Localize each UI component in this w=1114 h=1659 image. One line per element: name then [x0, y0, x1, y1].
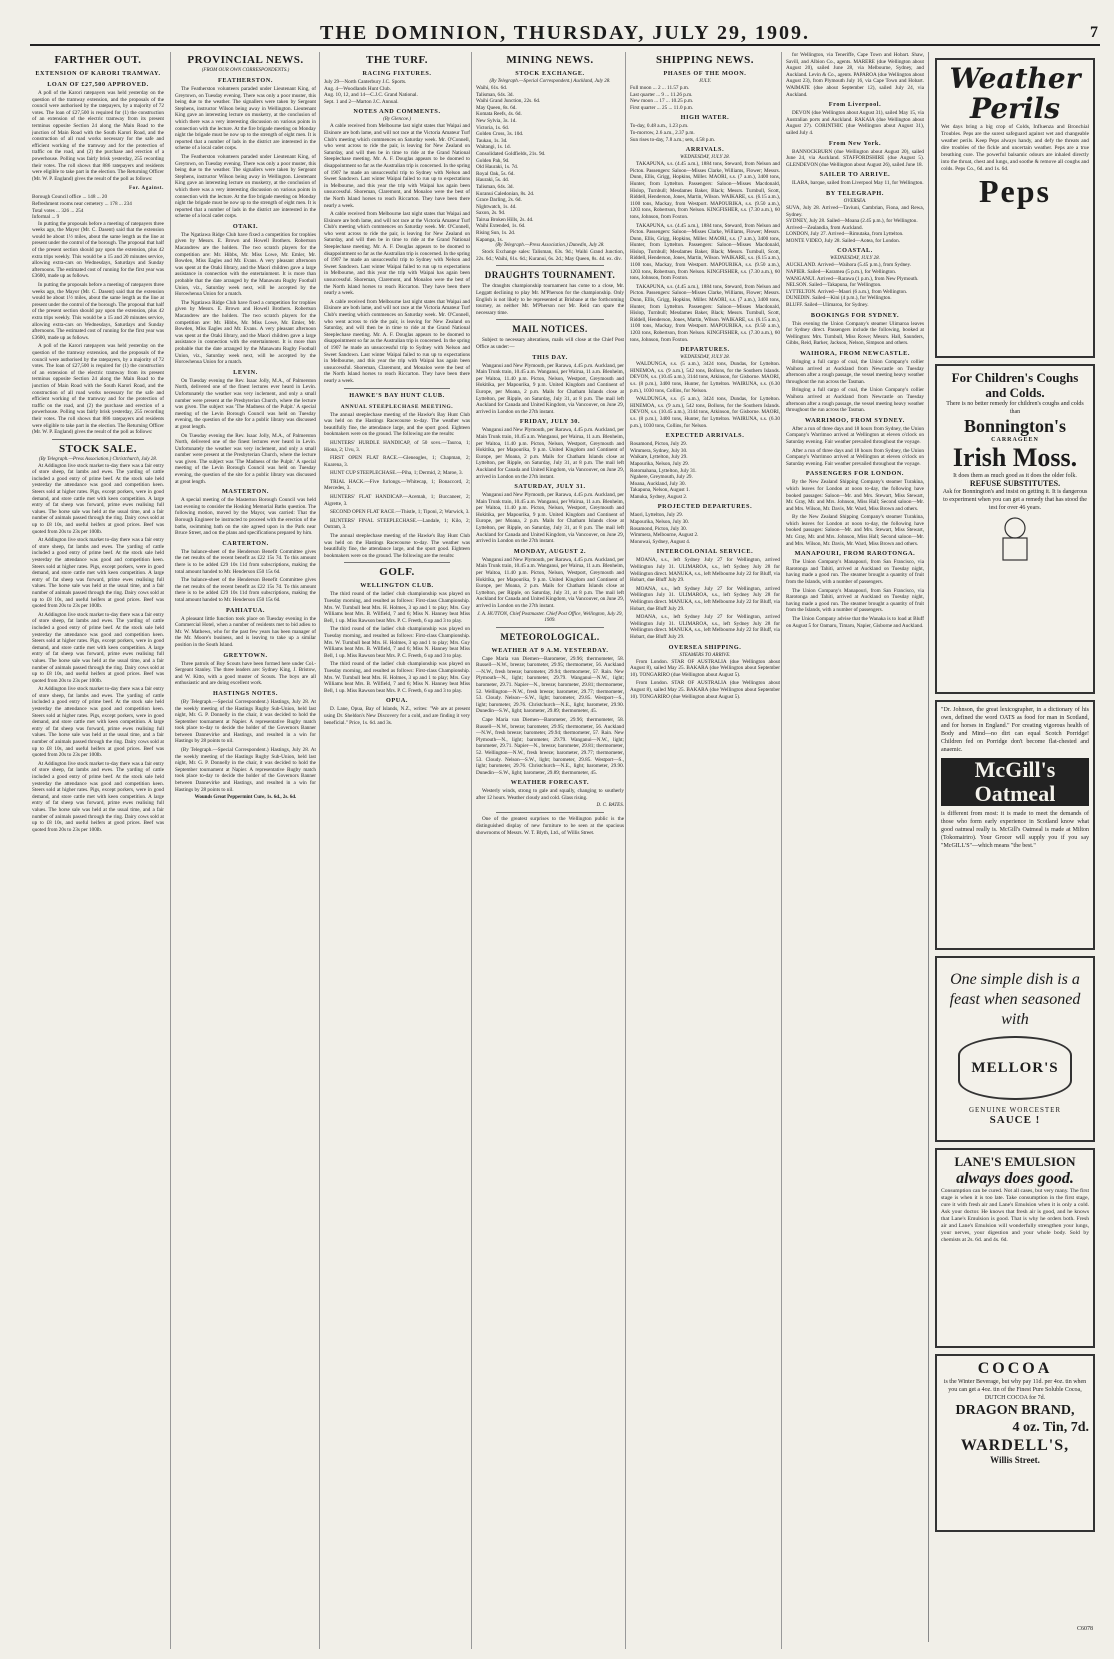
price-line: Saxon, 2s. 9d. — [476, 210, 506, 217]
article-body: The third round of the ladies' club championship was played on Tuesday morning, and resulted as follows: First-class Championship. Mrs. W. Turnbull beat Mrs. H. Holmes, 3 up and 1 to play; Mrs. Guy Williams beat Mrs. B. Wilfield, 7 and 6; Miss N. Hanney beat Miss Bell, 1 up. Miss Rawson beat Mrs. P. C. Freeth, 6 up and 3 to play. — [324, 626, 470, 659]
projected-line: Wimmera, Melbourne, August 2. — [630, 532, 699, 539]
section-title: BY TELEGRAPH. — [826, 189, 884, 197]
projected-line: Mapourika, Nelson, July 30. — [630, 519, 690, 526]
divider — [344, 388, 450, 389]
bon-text3: Ask for Bonnington's and insist on getting it. It is dangerous to experiment when you can get a remedy that has stood the test for over 46 years. — [942, 489, 1088, 511]
divider — [344, 562, 450, 563]
mcgills-oatmeal-advert — [935, 700, 1095, 950]
mail-day: THIS DAY. — [532, 353, 568, 361]
article-body: On Tuesday evening the Rev. Isaac Jolly, M.A., of Palmerston North, delivered one of the finest lectures ever heard in Levin. Unfortunately the weather was very inclement, and only a small number were present at the Presbyterian Church, where the lecture was given. The subject was 'The Madness of the Pulpit.' A special meeting of the Levin Borough Council was held on Tuesday evening, the question of the site for a public library was discussed at great length. — [175, 432, 316, 485]
article-body: A cable received from Melbourne last night states that Waipai and Elsinore are both lame, and will not race at the Victoria Amateur Turf Club's meeting which commences on Saturday week. Mr. O'Connell, who went across to ride the pair, is leaving for New Zealand on Saturday, and will then be in time to ride at the Grand National Steeplechase meeting. Mr. A. F. Douglas appears to be doomed to disappointment so far as the Australian trip is concerned. In the spring of 1907 he made an unsuccessful trip to Sydney with Nelson and Sweet Sandown. Last winter Waipai failed to run up to expectations in Melbourne, and this year the trip with Waipai has again been unsuccessful. Shoreman, Claremont, and Monaloo were the best of the North Island horses to reach Riccarton. They have been there nearly a week. — [324, 211, 470, 297]
section-title: PASSENGERS FOR LONDON. — [805, 470, 905, 478]
race-result: TRIAL HACK.—Five furlongs.—Whitecap, 1; Bonaccord, 2; Mercedes, 3. — [324, 478, 470, 492]
coastal-line: WANGANUI. Arrived—Rarawa (1 p.m.), from New Plymouth. — [786, 275, 919, 282]
section-subtitle: JULY. — [698, 79, 712, 84]
section-title: WEATHER AT 9 A.M. YESTERDAY. — [491, 646, 609, 654]
section-title: COASTAL. — [837, 247, 873, 255]
bonningtons-advert — [935, 364, 1095, 694]
section-title: From New York. — [828, 139, 882, 147]
article-body: MOANA, s.s., left Sydney July 27 for Wellington, arrived Wellington July 31. ULIMAROA, s.s., left Sydney July 28 for Wellington direct. MANUKA, s.s., left Melbourne July 22 for Bluff, via Hobart, due Bluff July 29. — [630, 614, 780, 640]
mail-day: MONDAY, AUGUST 2. — [513, 547, 587, 555]
subheading-loan: LOAN OF £27,500 APPROVED. — [47, 81, 149, 88]
oat-brand: McGill's Oatmeal — [941, 758, 1089, 806]
article-body: At Addington live stock market to-day there was a fair entry of store sheep, fat lambs and ewes. The yarding of cattle included a good entry of prime beef. At the stock sale held yesterday the attendance was good and competition keen. Steers sold at higher rates. Pigs, except porkers, were in good demand, and store cattle met with keen competition. A large entry of fat sheep was forward, prime ewes realising full values. The horse sale was held at the usual time, and a fair number of animals passed through the ring. Dairy cows sold at up to £8 10s, and useful heifers at good prices. Beef was quoted from 20s to 23s per 100lb. — [32, 537, 164, 610]
article-body: By the New Zealand Shipping Company's steamer Turakina, which leaves for London at noon to-day, the following have booked passages: Saloon—Mr. and Mrs. Stewart, Miss Stewart, Mr. Gray, Mr. and Mrs. Johnson, Miss Hall; Second saloon—Mr. and Mrs. Wilson, Mr. Davis, Mr. Ward, Miss Brown and others. — [786, 479, 924, 512]
lane-heading: LANE'S EMULSION — [954, 1154, 1076, 1169]
article-body: The third round of the ladies' club championship was played on Tuesday morning, and resulted as follows: First-class Championship. Mrs. W. Turnbull beat Mrs. H. Holmes, 3 up and 1 to play; Mrs. Guy Williams beat Mrs. B. Wilfield, 7 and 6; Miss N. Hanney beat Miss Bell, 1 up. Miss Rawson beat Mrs. P. C. Freeth, 6 up and 3 to play. — [324, 591, 470, 624]
article-body: The Union Company advise that the Wanaka is to load at Bluff on August 5 for Oamaru, Timaru, Napier, Gisborne and Auckland. — [786, 616, 924, 629]
cocoa-seller-street: Willis Street. — [990, 1455, 1040, 1465]
headline-stock-sale: STOCK SALE. — [58, 442, 138, 455]
tide-line: To-morrow, 2.6 a.m., 2.37 p.m. — [630, 129, 695, 136]
article-body: A cable received from Melbourne last night states that Waipai and Elsinore are both lame, and will not race at the Victoria Amateur Turf Club's meeting which commences on Saturday week. Mr. O'Connell, who went across to ride the pair, is leaving for New Zealand on Saturday, and will then be in time to ride at the Grand National Steeplechase meeting. Mr. A. F. Douglas appears to be doomed to disappointment so far as the Australian trip is concerned. In the spring of 1907 he made an unsuccessful trip to Sydney with Nelson and Sweet Sandown. Last winter Waipai failed to run up to expectations in Melbourne, and this year the trip with Waipai has again been unsuccessful. Shoreman, Claremont, and Monaloo were the best of the North Island horses to reach Riccarton. They have been there nearly a week. — [324, 123, 470, 209]
article-body: The Ngatiawa Ridge Club have fixed a competition for trophies given by Messrs. E. Brown and Howell Brothers. Robertson Macandrew are the holders. The two scratch players for the competition are: Mr. Hibbs, Mr. Miss Lowe, Mr. Emler, Mr. Bowden, Miss Eagles and Mr. Evans. A very pleasant afternoon was spent at the Otaki library, and the Maori children gave a large assistance in connection with the entertainment. It is more than probable that the date arranged by the Manawatu Rugby Football Union, viz., Saturday week next, will be accepted by the Horowhenua Union for a match. — [175, 299, 316, 366]
cocoa-text: is the Winter Beverage, but why pay 11d. per 4oz. tin when you can get a 4oz. tin of the Finest Pure Soluble Cocoa, DUTCH COCOA for 7d. — [943, 1379, 1087, 1401]
oat-text: "Dr. Johnson, the great lexicographer, in a dictionary of his own, defined the word OATS as food for man in Scotland, and for horses in England." For creating vigorous health of Body and Mind—no dirt can equal Scotch Porridge! Children fed on Porridge don't become flat-chested and anaemic. — [941, 707, 1089, 753]
dateline: (By Telegraph.—Press Association.) Dunedin, July 28. — [495, 243, 605, 249]
price-line: May Queen, 8s. 6d. — [476, 104, 517, 111]
coastal-line: AUCKLAND. Arrived—Waihora (5.45 p.m.), from Sydney. — [786, 262, 912, 269]
section-title: PAHIATUA. — [225, 606, 266, 614]
article-body: At Addington live stock market to-day there was a fair entry of store sheep, fat lambs and ewes. The yarding of cattle included a good entry of prime beef. At the stock sale held yesterday the attendance was good and competition keen. Steers sold at higher rates. Pigs, except porkers, were in good demand, and store cattle met with keen competition. A large entry of fat sheep was forward, prime ewes realising full values. The horse sale was held at the usual time, and a fair number of animals passed through the ring. Dairy cows sold at up to £8 10s, and useful heifers at good prices. Beef was quoted from 20s to 23s per 100lb. — [32, 462, 164, 535]
divider — [496, 319, 604, 320]
price-line: Golden Pah, 9d. — [476, 157, 510, 164]
section-title: HASTINGS NOTES. — [212, 689, 279, 697]
race-result: HUNTERS' FLAT HANDICAP.—Acemah, 1; Buccaneer, 2; Aigrette, 3. — [324, 494, 470, 507]
coastal-line: DUNEDIN. Sailed—Kini (4 p.m.), for Wellington. — [786, 295, 892, 302]
section-title: BOOKINGS FOR SYDNEY. — [810, 311, 900, 319]
subheading-extension: EXTENSION OF KARORI TRAMWAY. — [35, 70, 161, 77]
article-body: D. Lane, Opua, Bay of Islands, N.Z., writes: "We are at present using Dr. Sheldon's New Discovery for a cold, and are finding it very beneficial." Price, 1s. 6d. and 3s. — [324, 706, 470, 726]
price-line: New Sylvia, 3s. 1d. — [476, 117, 517, 124]
advert-line: Wounds Great Peppermint Cure, 1s. 6d., 2s. 6d. — [194, 795, 297, 801]
sauce-text: One simple dish is a feast when seasoned with — [949, 971, 1081, 1028]
expected-line: Mapourika, Nelson, July 29. — [630, 460, 690, 467]
catalogue-mark: C6078 — [1076, 1626, 1093, 1632]
mail-day: SATURDAY, JULY 31. — [514, 483, 586, 491]
expected-line: Wimmera, Sydney, July 30. — [630, 447, 688, 454]
moon-line: Last quarter ... 9 ... 11.26 p.m. — [630, 91, 693, 98]
page-number: 7 — [1090, 24, 1098, 41]
article-body: Bringing a full cargo of coal, the Union Company's collier Waihora arrived at Auckland from Newcastle on Tuesday afternoon after a rough passage, the vessel meeting heavy weather throughout the run across the Tasman. — [786, 359, 924, 385]
section-title: DEPARTURES. — [680, 346, 730, 354]
bon-brand-sub: CARRAGEEN — [991, 437, 1039, 443]
poll-row: Refreshment rooms near cemetery ... 178 ... 234 — [32, 200, 132, 207]
article-body: MOANA, s.s., left Sydney July 27 for Wellington, arrived Wellington July 31. ULIMAROA, s.s., left Sydney July 28 for Wellington direct. MANUKA, s.s., left Melbourne July 22 for Bluff, via Hobart, due Bluff July 29. — [630, 557, 780, 584]
section-title: CARTERTON. — [222, 539, 269, 547]
article-body: Wanganui and New Plymouth, per Rarawa, 4.45 p.m. Auckland, per Main Trunk train, 10.45 a.m. Wanganui, per Wairua, 11 a.m. Blenheim, per Waitoa, 11.40 p.m. Picton, Nelson, Westport, Greymouth and Hokitika, per Mapourika, 9 p.m. United Kingdom and Continent of Europe, per Moana, 2 p.m. Mails for Chatham Islands close at Lyttelton, per Ripple, on Saturday, July 31, at 8 p.m. The mail left Auckland for Canada and United Kingdom, via Vancouver, on June 29, arrived in London on the 27th instant. — [476, 556, 624, 609]
section-subtitle: STEAMERS TO ARRIVE. — [679, 652, 731, 658]
poll-table-head: For. Against. — [129, 186, 164, 192]
article-body: DEVON (due Wellington about August 31), sailed May 15, via Australian ports and Auckland. RAKAIA (due Wellington about August 27). CORINTHIC (due Wellington about August 31), sailed July 4. — [786, 110, 924, 136]
section-title: OVERSEA SHIPPING. — [668, 643, 742, 651]
section-subtitle: OVERSEA. — [843, 198, 867, 204]
headline-the-turf: THE TURF. — [366, 54, 428, 66]
divider — [496, 265, 604, 266]
peps-body: Wet days bring a big crop of Colds, Influenza and Bronchial Troubles. Peps are the surest safeguard against wet and changeable weather perils. Keep Peps always handy, and defy the threats and dire troubles of the fickle and uncertain weather. Peps are a true breathing cure. The powerful balsamic odours are inhaled directly into the throat, chest and lungs, and soothe & remove all coughs and colds. Peps Co., 6d. and 1s. 6d. — [941, 124, 1089, 172]
divider — [496, 812, 604, 813]
section-title: LEVIN. — [233, 368, 258, 376]
byline: (By Glencoe.) — [383, 117, 411, 123]
section-subtitle: ANNUAL STEEPLECHASE MEETING. — [340, 403, 454, 410]
price-line: Waitangi, 1s. 1d. — [476, 144, 511, 151]
bon-text: There is no better remedy for children's coughs and colds than — [946, 401, 1084, 415]
fixture-line: Sept. 1 and 2—Marton J.C. Annual. — [324, 98, 399, 105]
poll-row: Informal ... 9 — [32, 214, 60, 221]
signoff: D. C. BATES. — [596, 803, 624, 809]
sauce-brand: MELLOR'S — [958, 1036, 1072, 1100]
article-body: WALDUNGA, s.s. (5 a.m.), 3424 tons, Dundas, for Lyttelton. HINEMOA, s.s. (9 a.m.), 542 tons, Bollons, for the Southern Islands. DEVON, s.s. (10.45 a.m.), 3144 tons, Atkinson, for Gisborne. MAORI, s.s. (8 p.m.), 3400 tons, Hunter, for Lyttelton. WAIRUNA, s.s. (6.30 p.m.), 1030 tons, Collins, for Nelson. — [630, 361, 780, 394]
column-provincial-news — [170, 52, 316, 1649]
article-body: Stock Exchange sales: Talisman, 63s. 9d.; Waihi Grand Junction, 22s. 6d.; Waihi, 61s. 6d.; Kuranui, 6s. 2d.; May Queen, 8s. 4d. ex. div. — [476, 249, 624, 262]
price-line: Komata Reefs, 4s. 6d. — [476, 111, 522, 118]
article-body: Wanganui and New Plymouth, per Rarawa, 4.45 p.m. Auckland, per Main Trunk train, 10.45 a.m. Wanganui, per Wairua, 11 a.m. Blenheim, per Waitoa, 11.40 p.m. Picton, Nelson, Westport, Greymouth and Hokitika, per Mapourika, 9 p.m. United Kingdom and Continent of Europe, per Moana, 2 p.m. Mails for Chatham Islands close at Lyttelton, per Ripple, on Saturday, July 31, at 8 p.m. The mail left Auckland for Canada and United Kingdom, via Vancouver, on June 29, arrived in London on the 27th instant. — [476, 427, 624, 480]
article-body: The draughts championship tournament has come to a close, Mr. Leggatt declining to play Mr. M'Pherson for the championship. Only English is not likely to be represented at Brisbane at the forthcoming tourney, as neither Mr. M'Pherson nor Mr. Reid can spare the necessary time. — [476, 283, 624, 316]
price-line: Kuranui Caledonian, 8s. 2d. — [476, 190, 535, 197]
expected-line: Rotomahana, Lyttelton, July 31. — [630, 467, 697, 474]
article-body: TAKAPUNA, s.s. (4.45 a.m.), 1884 tons, Steward, from Nelson and Picton. Passengers: Saloon—Misses Clarke, Williams, Flower; Messrs. Dunn, Ellis, Grigg, Hopkins, Miller. MAORI, s.s. (7 a.m.), 3400 tons, Hunter, from Lyttelton. Passengers: Saloon—Misses Macdonald, Hislop, Turnbull; Mesdames Baker, Black; Messrs. Turnbull, Scott, Riddell, Henderson, Jones, Martin, Wilson. WAIKARE, s.s. (6.15 a.m.), 1100 tons, Mackay, from Westport. MAPOURIKA, s.s. (9.50 a.m.), 1203 tons, Robertson, from Nelson. KINGFISHER, s.s. (7.30 a.m.), 60 tons, Johnson, from Foxton. — [630, 222, 780, 282]
lane-text: Consumption can be cured. Not all cases, but very many. The first stage is when it is too late. Take consumption in the first stage, cure it with fresh air and Lane's Emulsion when it is only a cold. Ask your doctor. He knows that fresh air is good, and he knows that Lane's Emulsion is good. That is why he orders both. Fresh air and Lane's Emulsion will wonderfully strengthen your lungs, your nerves, your digestion and your whole body. Sold by chemists at 2s. 6d. and 4s. 6d. — [941, 1188, 1089, 1243]
peps-logo: Weather Perils — [949, 62, 1081, 125]
telegraph-line: Arrived—Zealandia, from Auckland. — [786, 224, 863, 231]
mellors-sauce-advert — [935, 956, 1095, 1142]
price-line: Consolidated Goldfields, 21s. 9d. — [476, 150, 546, 157]
telegraph-line: SYDNEY, July 28. Sailed—Moana (2.45 p.m.), for Wellington. — [786, 218, 918, 225]
lane-tagline: always does good. — [956, 1170, 1074, 1187]
price-line: Rising Sun, 1s. 2d. — [476, 230, 516, 237]
article-body: In putting the proposals before a meeting of ratepayers three weeks ago, the Mayor (Mr. C. Dasent) said that the extension would be about 1½ miles, about the same length as the line at present under the control of the borough. The proposal that half of the present section should pay upon the extension, plus 42 extra trips weekly. This would be a 15 and 20 minutes service, allowing extra-cars on Wednesdays, Saturdays and Sunday afternoons. The estimated cost of running for the first year was £3600, made up as follows. — [32, 282, 164, 341]
article-body: Cape Maria van Diemen—Barometer, 29.96; thermometer, 58. Russell—N.W., breeze; barometer, 29.95; thermometer, 56. Auckland—N.W., fresh breeze; barometer, 29.94; thermometer, 57. Rain. New Plymouth—N., light; barometer, 29.79. Wanganui—N.W., light; barometer, 29.71. Napier—N., breeze; barometer, 29.81; thermometer, 52. Wellington—N.W., fresh breeze; barometer, 29.77; thermometer, 53. Cloudy. Nelson—S.W., light; barometer, 29.85. Westport—S., light; barometer, 29.76. Christchurch—N.E., light; barometer, 29.90. Dunedin—S.W., light; barometer, 29.89; thermometer, 45. — [476, 655, 624, 715]
column-mining-news — [471, 52, 624, 1649]
price-line: Waihi Extended, 1s. 6d. — [476, 223, 526, 230]
section-title: OTAKI. — [232, 222, 259, 230]
bon-heading: For Children's Coughs and Colds. — [951, 370, 1079, 400]
fixture-line: Aug. 4—Woodlands Hunt Club. — [324, 85, 391, 92]
headline-mail-notices: MAIL NOTICES. — [512, 324, 588, 335]
mail-day: FRIDAY, JULY 30. — [519, 418, 581, 426]
article-body: After a run of three days and 18 hours from Sydney, the Union Company's Warrimoo arrived at Wellington at eleven o'clock on Saturday evening. Fair weather prevailed throughout the voyage. — [786, 447, 924, 467]
article-body: MOANA, s.s., left Sydney July 27 for Wellington, arrived Wellington July 31. ULIMAROA, s.s., left Sydney July 28 for Wellington direct. MANUKA, s.s., left Melbourne July 22 for Bluff, via Hobart, due Bluff July 29. — [630, 585, 780, 612]
section-title: ARRIVALS. — [685, 146, 725, 154]
expected-line: Moana, Auckland, July 30. — [630, 480, 686, 487]
wardells-cocoa-advert — [935, 1354, 1095, 1532]
article-body: ILABA, barque, sailed from Liverpool May 11, for Wellington. — [792, 180, 924, 187]
price-line: Kapanga, 1s. — [476, 236, 503, 243]
price-line: Grace Darling, 2s. 6d. — [476, 197, 522, 204]
projected-line: Maori, Lyttelton, July 29. — [630, 512, 684, 519]
section-title: HAWKE'S BAY HUNT CLUB. — [349, 391, 445, 399]
headline-meteorological: METEOROLOGICAL. — [500, 631, 600, 642]
article-body: The Union Company's Manapouri, from San Francisco, via Rarotonga and Tahiti, arrived at Auckland on Tuesday night, having made a good run. The steamer brought a quantity of fruit from the Islands, with a number of passengers. — [786, 559, 924, 586]
section-title: STOCK EXCHANGE. — [515, 70, 585, 77]
byline: (FROM OUR OWN CORRESPONDENTS.) — [201, 68, 290, 73]
peps-advert — [935, 58, 1095, 358]
bon-text2: It does them as much good as it does the older folk. — [953, 473, 1077, 479]
article-body: Wanganui and New Plymouth, per Rarawa, 4.45 p.m. Auckland, per Main Trunk train, 10.45 a.m. Wanganui, per Wairua, 11 a.m. Blenheim, per Waitoa, 11.40 p.m. Picton, Nelson, Westport, Greymouth and Hokitika, per Mapourika, 9 p.m. United Kingdom and Continent of Europe, per Moana, 2 p.m. Mails for Chatham Islands close at Lyttelton, per Ripple, on Saturday, July 31, at 8 p.m. The mail left Auckland for Canada and United Kingdom, via Vancouver, on June 29, arrived in London on the 27th instant. — [476, 362, 624, 415]
article-body: Wanganui and New Plymouth, per Rarawa, 4.45 p.m. Auckland, per Main Trunk train, 10.45 a.m. Wanganui, per Wairua, 11 a.m. Blenheim, per Waitoa, 11.40 p.m. Picton, Nelson, Westport, Greymouth and Hokitika, per Mapourika, 9 p.m. United Kingdom and Continent of Europe, per Moana, 2 p.m. Mails for Chatham Islands close at Lyttelton, per Ripple, on Saturday, July 31, at 8 p.m. The mail left Auckland for Canada and United Kingdom, via Vancouver, on June 29, arrived in London on the 27th instant. — [476, 492, 624, 545]
article-body: Cape Maria van Diemen—Barometer, 29.96; thermometer, 58. Russell—N.W., breeze; barometer, 29.95; thermometer, 56. Auckland—N.W., fresh breeze; barometer, 29.94; thermometer, 57. Rain. New Plymouth—N., light; barometer, 29.79. Wanganui—N.W., light; barometer, 29.71. Napier—N., breeze; barometer, 29.81; thermometer, 52. Wellington—N.W., fresh breeze; barometer, 29.77; thermometer, 53. Cloudy. Nelson—S.W., light; barometer, 29.85. Westport—S., light; barometer, 29.76. Christchurch—N.E., light; barometer, 29.90. Dunedin—S.W., light; barometer, 29.89; thermometer, 45. — [476, 716, 624, 776]
article-body: The balance-sheet of the Henderson Benefit Committee gives the net results of the recent benefit as £22 15s 7d. To this amount there is to be added £29 10s 11d from subscriptions, making the total amount handed to Mr. Henderson £50 15s 6d. — [175, 577, 316, 603]
article-body: The third round of the ladies' club championship was played on Tuesday morning, and resulted as follows: First-class Championship. Mrs. W. Turnbull beat Mrs. H. Holmes, 3 up and 1 to play; Mrs. Guy Williams beat Mrs. B. Wilfield, 7 and 6; Miss N. Hanney beat Miss Bell, 1 up. Miss Rawson beat Mrs. P. C. Freeth, 6 up and 3 to play. — [324, 661, 470, 694]
peps-brand: Peps — [979, 173, 1051, 209]
section-title: INTERCOLONIAL SERVICE. — [656, 548, 754, 556]
telegraph-line: MONTE VIDEO, July 28. Sailed—Aotea, for London. — [786, 237, 901, 244]
section-title: WEATHER FORECAST. — [510, 779, 590, 787]
bon-brand-main: Irish Moss. — [952, 443, 1078, 472]
masthead-title: THE DOMINION, THURSDAY, JULY 29, 1909. — [320, 22, 810, 44]
section-title: MANAPOURI, FROM RAROTONGA. — [794, 550, 916, 558]
article-body: At Addington live stock market to-day there was a fair entry of store sheep, fat lambs and ewes. The yarding of cattle included a good entry of prime beef. At the stock sale held yesterday the attendance was good and competition keen. Steers sold at higher rates. Pigs, except porkers, were in good demand, and store cattle met with keen competition. A large entry of fat sheep was forward, prime ewes realising full values. The horse sale was held at the usual time, and a fair number of animals passed through the ring. Dairy cows sold at up to £8 10s, and useful heifers at good prices. Beef was quoted from 20s to 23s per 100lb. — [32, 760, 164, 833]
article-body: A cable received from Melbourne last night states that Waipai and Elsinore are both lame, and will not race at the Victoria Amateur Turf Club's meeting which commences on Saturday week. Mr. O'Connell, who went across to ride the pair, is leaving for New Zealand on Saturday, and will then be in time to ride at the Grand National Steeplechase meeting. Mr. A. F. Douglas appears to be doomed to disappointment so far as the Australian trip is concerned. In the spring of 1907 he made an unsuccessful trip to Sydney with Nelson and Sweet Sandown. Last winter Waipai failed to run up to expectations in Melbourne, and this year the trip with Waipai has again been unsuccessful. Shoreman, Claremont, and Monaloo were the best of the North Island horses to reach Riccarton. They have been there nearly a week. — [324, 298, 470, 384]
section-title: PHASES OF THE MOON. — [663, 70, 747, 77]
column-the-turf — [319, 52, 470, 1649]
section-title: EXPECTED ARRIVALS. — [665, 432, 745, 440]
article-body: The Ngatiawa Ridge Club have fixed a competition for trophies given by Messrs. E. Brown and Howell Brothers. Robertson Macandrew are the holders. The two scratch players for the competition are: Mr. Hibbs, Mr. Miss Lowe, Mr. Emler, Mr. Bowden, Miss Eagles and Mr. Evans. A very pleasant afternoon was spent at the Otaki library, and the Maori children gave a large assistance in connection with the entertainment. It is more than probable that the date arranged by the Manawatu Rugby Football Union, viz., Saturday week next, will be accepted by the Horowhenua Union for a match. — [175, 231, 316, 298]
article-body: Westerly winds, strong to gale and squally, changing to southerly after 12 hours. Weather cloudy and cold. Glass rising. — [476, 788, 624, 801]
section-title: WAIHORA, FROM NEWCASTLE. — [800, 350, 910, 357]
sauce-genuine: GENUINE WORCESTER — [968, 1106, 1062, 1114]
section-title: MASTERTON. — [221, 488, 270, 496]
price-line: Waihi, 61s. 6d. — [476, 85, 508, 91]
article-body: A poll of the Karori ratepayers was held yesterday on the question of the tramway extension, and the proposals of the council were authorised by the ratepayers, by a majority of 72 votes. The loan of £27,500 is required for (1) the construction of an extension of the electric tramway from its present terminus opposite Section 24 along the Main Road to the junction of Main Road with the South Karori Road, and the construction of all road works necessary for the safe and efficient working of the tramway and for the protection of traffic on the road, and (2) the purchase and erection of a powerhouse. Polling was fairly brisk yesterday, 255 recording their votes. The roll shows that 886 ratepayers and residents were eligible to take part in the election. The Returning Officer (Mr. W. P. England) gives the result of the poll as follows: — [32, 343, 164, 436]
headline-shipping-news: SHIPPING NEWS. — [655, 54, 755, 66]
price-line: Old Hauraki, 1s. 7d. — [476, 164, 519, 171]
article-body: A pleasant little function took place on Tuesday evening in the Commercial Hotel, when a number of residents met to bid adieu to Mr. W. Mathews, who for the past few years has been manager of the Mr. Moore's business, and is leaving to take up a similar position in the South Island. — [175, 615, 316, 648]
price-line: Nightwatch, 1s. 4d. — [476, 203, 517, 210]
price-line: Waihi Grand Junction, 22s. 6d. — [476, 98, 541, 105]
article-body: WALDUNGA, s.s. (5 a.m.), 3424 tons, Dundas, for Lyttelton. HINEMOA, s.s. (9 a.m.), 542 tons, Bollons, for the Southern Islands. DEVON, s.s. (10.45 a.m.), 3144 tons, Atkinson, for Gisborne. MAORI, s.s. (8 p.m.), 3400 tons, Hunter, for Lyttelton. WAIRUNA, s.s. (6.30 p.m.), 1030 tons, Collins, for Nelson. — [630, 396, 780, 429]
expected-line: Waikare, Lyttelton, July 29. — [630, 454, 688, 461]
subheading-fixtures: RACING FIXTURES. — [362, 70, 432, 77]
coastal-line: LYTTELTON. Arrived—Maori (6 a.m.), from Wellington. — [786, 288, 908, 295]
dateline: (By Telegraph.—Special Correspondent.) Auckland, July 28. — [489, 79, 611, 84]
divider — [496, 627, 604, 628]
cocoa-brand: DRAGON BRAND, — [955, 1403, 1075, 1418]
column-shipping-continued — [781, 52, 924, 1649]
race-result: SECOND OPEN FLAT RACE.—Thistle, 1; Tiponi, 2; Warwick, 3. — [330, 509, 470, 516]
oat-text2: is different from most: it is made to meet the demands of those who form early experience in Scotland know what good oatmeal really is. McGill's Oatmeal is made at Milton (Tokomairiro). Your Grocer will supply you if you say "McGILL'S"—which means "the best." — [941, 811, 1089, 849]
article-body: (By Telegraph.—Special Correspondent.) Hastings, July 28. At the weekly meeting of the Hastings Rugby Sub-Union, held last night, Mr. G. P. Donnelly in the chair, it was decided to hold the September tournament at Napier. A representative Rugby match took place to-day to decide the holder of the Governors Banner between Dannevirke and Hastings, and resulted in a win for Hastings by 28 points to nil. — [175, 747, 316, 793]
section-subtitle: WEDNESDAY, JULY 28. — [830, 256, 880, 262]
telegraph-line: LONDON, July 27. Arrived—Rimutaka, from Lyttelton. — [786, 231, 904, 238]
fixture-line: July 29—North Canterbury J.C. Sports. — [324, 79, 407, 85]
article-body: for Wellington, via Teneriffe, Cape Town and Hobart. Shaw, Savill, and Albion Co., agents. MARERE (due Wellington about August 20), sailed June 28, via Melbourne, Sydney, and Auckland. Levin & Co., agents. PAPAROA (due Wellington about August 23), from Plymouth July 16, via Cape Town and Hobart. WAIMATE (due about September 12), sailed July 24, via Auckland. — [786, 52, 924, 98]
cocoa-size: 4 oz. Tin, 7d. — [1012, 1420, 1089, 1435]
price-line: Taukau, 1s. 3d. — [476, 137, 508, 144]
article-body: At Addington live stock market to-day there was a fair entry of store sheep, fat lambs and ewes. The yarding of cattle included a good entry of prime beef. At the stock sale held yesterday the attendance was good and competition keen. Steers sold at higher rates. Pigs, except porkers, were in good demand, and store cattle met with keen competition. A large entry of fat sheep was forward, prime ewes realising full values. The horse sale was held at the usual time, and a fair number of animals passed through the ring. Dairy cows sold at up to £8 10s, and useful heifers at good prices. Beef was quoted from 20s to 23s per 100lb. — [32, 686, 164, 759]
coastal-line: NELSON. Sailed—Takapuna, for Wellington. — [786, 282, 882, 289]
expected-line: Takapuna, Nelson, August 1. — [630, 487, 690, 494]
masthead — [30, 22, 1100, 46]
headline-farther-out: FARTHER OUT. — [54, 54, 142, 66]
section-title: WARRIMOO, FROM SYDNEY. — [805, 416, 905, 424]
lanes-emulsion-advert — [935, 1148, 1095, 1348]
article-body: TAKAPUNA, s.s. (4.45 a.m.), 1884 tons, Steward, from Nelson and Picton. Passengers: Saloon—Misses Clarke, Williams, Flower; Messrs. Dunn, Ellis, Grigg, Hopkins, Miller. MAORI, s.s. (7 a.m.), 3400 tons, Hunter, from Lyttelton. Passengers: Saloon—Misses Macdonald, Hislop, Turnbull; Mesdames Baker, Black; Messrs. Turnbull, Scott, Riddell, Henderson, Jones, Martin, Wilson. WAIKARE, s.s. (6.15 a.m.), 1100 tons, Mackay, from Westport. MAPOURIKA, s.s. (9.50 a.m.), 1203 tons, Robertson, from Nelson. KINGFISHER, s.s. (7.30 a.m.), 60 tons, Johnson, from Foxton. — [630, 161, 780, 220]
headline-provincial-news: PROVINCIAL NEWS. — [187, 54, 304, 66]
headline-golf: GOLF. — [379, 566, 415, 579]
section-subtitle: WEDNESDAY, JULY 28. — [680, 155, 730, 161]
article-body: At Addington live stock market to-day there was a fair entry of store sheep, fat lambs and ewes. The yarding of cattle included a good entry of prime beef. At the stock sale held yesterday the attendance was good and competition keen. Steers sold at higher rates. Pigs, except porkers, were in good demand, and store cattle met with keen competition. A large entry of fat sheep was forward, prime ewes realising full values. The horse sale was held at the usual time, and a fair number of animals passed through the ring. Dairy cows sold at up to £8 10s, and useful heifers at good prices. Beef was quoted from 20s to 23s per 100lb. — [32, 611, 164, 684]
fixture-line: Aug. 10, 12, and 14—C.J.C. Grand National. — [324, 92, 418, 99]
section-title: HIGH WATER. — [680, 114, 730, 122]
tide-line: To-day, 0.48 a.m., 1.23 p.m. — [630, 123, 689, 130]
headline-draughts: DRAUGHTS TOURNAMENT. — [484, 270, 616, 281]
section-title: FEATHERSTON. — [218, 77, 273, 84]
article-body: A special meeting of the Masterton Borough Council was held last evening to consider the Hosking Memorial Baths question. The following motion, moved by the Mayor, was carried: That the Borough Engineer be instructed to proceed with the erection of the baths, swimming bath on the site agreed upon in the Park near Bruce Street, and on the plans and specifications prepared by him. — [175, 497, 316, 537]
cocoa-heading: COCOA — [977, 1360, 1053, 1377]
bonnington-illustration-icon — [985, 512, 1045, 562]
article-body: On Tuesday evening the Rev. Isaac Jolly, M.A., of Palmerston North, delivered one of the finest lectures ever heard in Levin. Unfortunately the weather was very inclement, and only a small number were present at the Presbyterian Church, where the lecture was given. The subject was 'The Madness of the Pulpit.' A special meeting of the Levin Borough Council was held on Tuesday evening, the question of the site for a public library was discussed at great length. — [175, 377, 316, 430]
column-farther-out — [32, 52, 164, 1649]
race-result: HUNTERS' HURDLE HANDICAP, of 50 sovs.—Tauroa, 1; Hiona, 2; Uvu, 3. — [324, 439, 470, 453]
article-body: The balance-sheet of the Henderson Benefit Committee gives the net results of the recent benefit as £22 15s 7d. To this amount there is to be added £29 10s 11d from subscriptions, making the total amount handed to Mr. Henderson £50 15s 6d. — [175, 548, 316, 575]
telegraph-line: SUVA, July 28. Arrived—Taviuni, Cambrian, Fiona, and Rewa, Sydney. — [786, 204, 924, 218]
bon-refuse: REFUSE SUBSTITUTES. — [969, 479, 1061, 488]
section-title: OPUA. — [385, 697, 409, 705]
expected-line: Rosamond, Picton, July 29. — [630, 441, 688, 448]
section-title: PROJECTED DEPARTURES. — [657, 503, 753, 511]
price-line: Hauraki, 5s. 4d. — [476, 177, 509, 184]
column-shipping-news — [625, 52, 780, 1649]
article-body: Subject to necessary alterations, mails will close at the Chief Post Office as under:— — [476, 337, 624, 350]
price-line: Talisman, 64s. 3d. — [476, 183, 514, 190]
headline-mining-news: MINING NEWS. — [506, 54, 594, 66]
article-body: This evening the Union Company's steamer Ulimaroa leaves for Sydney direct. Passengers include the following, booked at Wellington: Mrs. Turnbull, Miss Rowe; Messrs. Hall, Saunders, Gibbs, Reid, Barker, Jackson, Nelson, Simpson and others. — [786, 320, 924, 347]
section-title: SAILER TO ARRIVE. — [819, 171, 891, 179]
article-body: The Featherston volunteers paraded under Lieutenant King, of Greytown, on Tuesday evening. There was only a poor muster, this being due to the weather. The signallers were taken by Sergeant Stephens, instructor Wilson being away in Wellington. Lieutenant King gave an interesting lecture on musketry, at the conclusion of which there was a very interesting discussion on various points in connection with the lecture. At the fire brigade meeting on Monday night the brigade must be now up to the strength of eight men. It is reported that a number of lads in the district are interested in the scheme of a local cadet corps. — [175, 86, 316, 152]
expected-line: Manuka, Sydney, August 2. — [630, 493, 688, 500]
article-body: The Union Company's Manapouri, from San Francisco, via Rarotonga and Tahiti, arrived at Auckland on Tuesday night, having made a good run. The steamer brought a quantity of fruit from the Islands, with a number of passengers. — [786, 587, 924, 614]
poll-row: Borough Council office ... 148 ... 20 — [32, 194, 108, 201]
article-body: One of the greatest surprises to the Wellington public is the distinguished display of new furniture to be seen at the spacious showrooms of Messrs. W. T. Blyth, Ltd., of Willis Street. — [476, 816, 624, 836]
article-body: From London. STAR OF AUSTRALIA (due Wellington about August 8), sailed May 25. BAKARA (due Wellington about September 10). TONGARIRO (due Wellington about August 5). — [630, 680, 780, 700]
poll-row: Total votes ... 326 ... 254 — [32, 207, 84, 214]
article-body: TAKAPUNA, s.s. (4.45 a.m.), 1884 tons, Steward, from Nelson and Picton. Passengers: Saloon—Misses Clarke, Williams, Flower; Messrs. Dunn, Ellis, Grigg, Hopkins, Miller. MAORI, s.s. (7 a.m.), 3400 tons, Hunter, from Lyttelton. Passengers: Saloon—Misses Macdonald, Hislop, Turnbull; Mesdames Baker, Black; Messrs. Turnbull, Scott, Riddell, Henderson, Jones, Martin, Wilson. WAIKARE, s.s. (6.15 a.m.), 1100 tons, Mackay, from Westport. MAPOURIKA, s.s. (9.50 a.m.), 1203 tons, Robertson, from Nelson. KINGFISHER, s.s. (7.30 a.m.), 60 tons, Johnson, from Foxton. — [630, 283, 780, 343]
section-subtitle: WEDNESDAY, JULY 28. — [680, 355, 730, 361]
price-line: Victoria, 1s. 6d. — [476, 124, 509, 131]
price-line: Talisman, 64s. 3d. — [476, 91, 514, 98]
section-title: From Liverpool. — [828, 101, 882, 109]
price-line: Tairua Broken Hills, 2s. 4d. — [476, 216, 534, 223]
article-body: From London. STAR OF AUSTRALIA (due Wellington about August 8), sailed May 25. BAKARA (due Wellington about September 10). TONGARIRO (due Wellington about August 5). — [630, 658, 780, 678]
section-title: GREYTOWN. — [223, 651, 268, 659]
article-body: The annual steeplechase meeting of the Hawke's Bay Hunt Club was held on the Hastings Racecourse to-day. The weather was beautifully fine, the attendance large, and the sport good. Eighteen bookmakers were on the ground. The following are the results: — [324, 411, 470, 438]
article-body: In putting the proposals before a meeting of ratepayers three weeks ago, the Mayor (Mr. C. Dasent) said that the extension would be about 1½ miles, about the same length as the line at present under the control of the borough. The proposal that half of the present section should pay upon the extension, plus 42 extra trips weekly. This would be a 15 and 20 minutes service, allowing extra-cars on Wednesdays, Saturdays and Sunday afternoons. The estimated cost of running for the first year was £3600, made up as follows. — [32, 220, 164, 280]
sun-line: Sun rises to-day, 7.8 a.m.; sets, 4.58 p.m. — [630, 136, 716, 143]
expected-line: Ngahere, Greymouth, July 29. — [630, 474, 693, 481]
sauce-label: SAUCE ! — [989, 1114, 1041, 1126]
race-result: HUNTERS' FINAL STEEPLECHASE.—Landale, 1; Kilo, 2; Outram, 3. — [324, 517, 470, 531]
race-result: HUNT CUP STEEPLECHASE.—Piha, 1; Dermid, 2; Maroe, 3. — [330, 470, 463, 477]
article-body: BANNOCKBURN (due Wellington about August 20), sailed June 24, via Auckland. STAFFORDSHIRE (due August 5). GLENDEVON (due Wellington about August 26), sailed June 18. — [786, 148, 924, 168]
section-title: WELLINGTON CLUB. — [360, 582, 434, 590]
projected-line: Rosamond, Picton, July 30. — [630, 525, 688, 532]
article-body: A poll of the Karori ratepayers was held yesterday on the question of the tramway extension, and the proposals of the council were authorised by the ratepayers, by a majority of 72 votes. The loan of £27,500 is required for (1) the construction of an extension of the electric tramway from its present terminus opposite Section 24 along the Main Road to the junction of Main Road with the South Karori Road, and the construction of all road works necessary for the safe and efficient working of the tramway and for the protection of traffic on the road, and (2) the purchase and erection of a powerhouse. Polling was fairly brisk yesterday, 255 recording their votes. The roll shows that 886 ratepayers and residents were eligible to take part in the election. The Returning Officer (Mr. W. P. England) gives the result of the poll as follows: — [32, 90, 164, 182]
advertisements-column — [928, 52, 1101, 1642]
price-line: Golden Cross, 3s. 10d. — [476, 131, 524, 138]
signoff: J. A. HUTTON, Chief Postmaster. Chief Post Office, Wellington, July 29, 1909. — [477, 611, 623, 623]
projected-line: Monowai, Sydney, August 4. — [630, 538, 691, 545]
article-body: By the New Zealand Shipping Company's steamer Turakina, which leaves for London at noon to-day, the following have booked passages: Saloon—Mr. and Mrs. Stewart, Miss Stewart, Mr. Gray, Mr. and Mrs. Johnson, Miss Hall; Second saloon—Mr. and Mrs. Wilson, Mr. Davis, Mr. Ward, Miss Brown and others. — [786, 514, 924, 547]
divider — [52, 439, 144, 440]
article-body: Three patrols of Boy Scouts have been formed here under Col.-Sergeant Stanley. The three leaders are: Sydney King, J. Bristow, and W. Kitto, with a good muster of Scouts. The boys are all enthusiastic and are doing excellent work. — [175, 660, 316, 687]
dateline: (By Telegraph.—Press Association.) Christchurch, July 28. — [38, 456, 158, 462]
coastal-line: NAPIER. Sailed—Karamea (5 p.m.), for Wellington. — [786, 269, 897, 276]
section-title: NOTES AND COMMENTS. — [353, 108, 441, 116]
bon-brand: Bonnington's — [963, 416, 1067, 436]
article-body: After a run of three days and 18 hours from Sydney, the Union Company's Warrimoo arrived at Wellington at eleven o'clock on Saturday evening. Fair weather prevailed throughout the voyage. — [786, 425, 924, 445]
moon-line: New moon ... 17 ... 10.25 p.m. — [630, 98, 694, 105]
article-body: The Featherston volunteers paraded under Lieutenant King, of Greytown, on Tuesday evening. There was only a poor muster, this being due to the weather. The signallers were taken by Sergeant Stephens, instructor Wilson being away in Wellington. Lieutenant King gave an interesting lecture on musketry, at the conclusion of which there was a very interesting discussion on various points in connection with the lecture. At the fire brigade meeting on Monday night the brigade must be now up to the strength of eight men. It is reported that a number of lads in the district are interested in the scheme of a local cadet corps. — [175, 153, 316, 220]
price-line: Royal Oak, 5s. 6d. — [476, 170, 515, 177]
coastal-line: BLUFF. Sailed—Ulimaroa, for Sydney. — [786, 302, 869, 309]
moon-line: Full moon ... 2 ... 11.57 p.m. — [630, 85, 690, 91]
article-body: (By Telegraph.—Special Correspondent.) Hastings, July 28. At the weekly meeting of the Hastings Rugby Sub-Union, held last night, Mr. G. P. Donnelly in the chair, it was decided to hold the September tournament at Napier. A representative Rugby match took place to-day to decide the holder of the Governors Banner between Dannevirke and Hastings, and resulted in a win for Hastings by 28 points to nil. — [175, 698, 316, 745]
article-body: Bringing a full cargo of coal, the Union Company's collier Waihora arrived at Auckland from Newcastle on Tuesday afternoon after a rough passage, the vessel meeting heavy weather throughout the run across the Tasman. — [786, 387, 924, 414]
race-result: FIRST OPEN FLAT RACE.—Gleneagles, 1; Chapman, 2; Kuarena, 3. — [324, 455, 470, 468]
moon-line: First quarter ... 25 ... 11.0 p.m. — [630, 104, 694, 111]
cocoa-seller: WARDELL'S, — [960, 1437, 1070, 1454]
article-body: The annual steeplechase meeting of the Hawke's Bay Hunt Club was held on the Hastings Racecourse to-day. The weather was beautifully fine, the attendance large, and the sport good. Eighteen bookmakers were on the ground. The following are the results: — [324, 533, 470, 559]
